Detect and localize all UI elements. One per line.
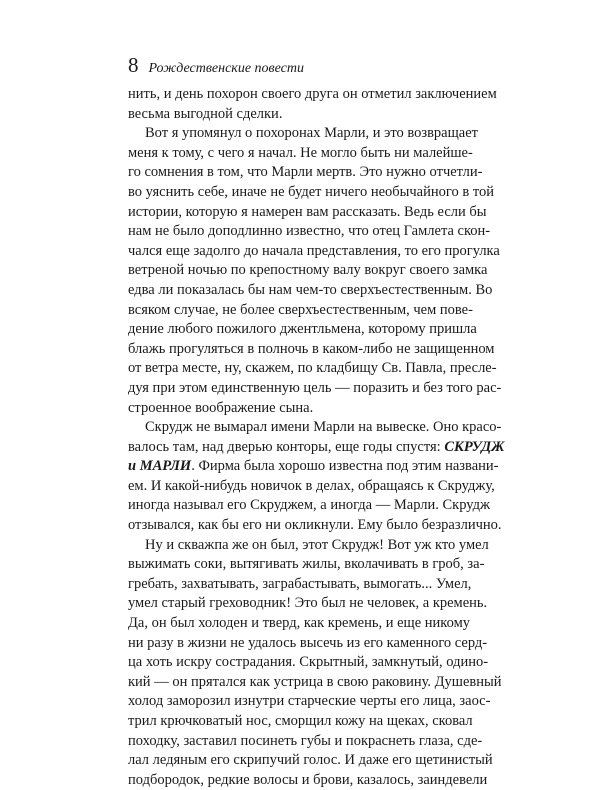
text-line: холод заморозил изнутри старческие черты его лица, заос- bbox=[128, 693, 491, 710]
text-line: едва ли показалась бы нам чем-то сверхъестественным. Во bbox=[128, 281, 493, 298]
paragraph-continuation bbox=[128, 85, 497, 124]
page-body bbox=[128, 85, 505, 790]
text-line: трил крючковатый нос, сморщил кожу на щеках, сковал bbox=[128, 713, 473, 729]
text-line: ни разу в жизни не удалось высечь из его каменного серд- bbox=[128, 634, 488, 651]
text-line: выжимать соки, вытягивать жилы, вколачивать в гроб, за- bbox=[128, 556, 485, 573]
paragraph-signboard bbox=[128, 418, 505, 536]
running-title: Рождественские повести bbox=[148, 61, 304, 76]
page-number: 8 bbox=[128, 53, 139, 77]
text-line: во уяснить себе, иначе не будет ничего необычайного в той bbox=[128, 183, 494, 200]
text-line: подбородок, редкие волосы и брови, казалось, заиндевели bbox=[128, 771, 488, 788]
text-line: ветреной ночью по крепостному валу вокруг своего замка bbox=[128, 262, 488, 279]
text-line: походку, заставил посинеть губы и покраснеть глаза, сде- bbox=[128, 732, 483, 749]
text-line: всяком случае, не более сверхъестественным, чем пове- bbox=[128, 301, 473, 318]
text-line: истории, которую я намерен вам рассказать. Ведь если бы bbox=[128, 203, 487, 220]
text-line: чался еще задолго до начала представления, то его прогулка bbox=[128, 242, 500, 259]
page-header bbox=[128, 55, 304, 76]
text-line: кий — он прятался как устрица в свою раковину. Душевный bbox=[128, 673, 502, 690]
text-line: го сомнения в том, что Марли мертв. Это нужно отчетли- bbox=[128, 164, 483, 181]
firm-name-emphasis: СКРУДЖ bbox=[444, 438, 505, 455]
paragraph-marley-funeral bbox=[128, 124, 502, 418]
text-line: дуя при этом единственную цель — поразить и без того рас- bbox=[128, 379, 502, 396]
text-line: блажь прогуляться в полночь в каком-либо не защищенном bbox=[128, 340, 495, 357]
firm-name-emphasis: и МАРЛИ bbox=[128, 458, 192, 475]
text-line: Вот я упомянул о похоронах Марли, и это возвращает bbox=[145, 125, 478, 142]
text-line: нить, и день похорон своего друга он отметил заключением bbox=[128, 86, 497, 102]
text-line: гребать, захватывать, заграбастывать, вымогать... Умел, bbox=[128, 575, 472, 592]
text-line: иногда называл его Скруджем, а иногда — Марли. Скрудж bbox=[128, 497, 491, 514]
text-line: ца хоть искру сострадания. Скрытный, замкнутый, одино- bbox=[128, 654, 489, 671]
text-line bbox=[128, 438, 505, 458]
text-segment: . Фирма была хорошо известна под этим названи- bbox=[191, 458, 499, 475]
text-line: лал ледяным его скрипучий голос. И даже его щетинистый bbox=[128, 752, 493, 769]
text-line: нам не было доподлинно известно, что отец Гамлета скон- bbox=[128, 223, 491, 240]
text-line: Ну и скважпа же он был, этот Скрудж! Вот уж кто умел bbox=[145, 536, 489, 553]
text-line: ем. И какой-нибудь новичок в делах, обращаясь к Скруджу, bbox=[128, 477, 495, 494]
text-line: весьма выгодной сделки. bbox=[128, 105, 283, 122]
text-line: отзывался, как бы его ни окликнули. Ему было безразлично. bbox=[128, 517, 502, 534]
text-line: от ветра месте, ну, скажем, по кладбищу Св. Павла, пресле- bbox=[128, 360, 497, 377]
text-line: умел старый греховодник! Это был не человек, а кремень. bbox=[128, 595, 488, 612]
text-segment: валось там, над дверью конторы, еще годы спустя: bbox=[128, 438, 445, 455]
text-line bbox=[128, 457, 499, 477]
text-line: меня к тому, с чего я начал. Не могло быть ни малейше- bbox=[128, 144, 473, 161]
text-line: Да, он был холоден и тверд, как кремень, и еще никому bbox=[128, 615, 470, 632]
text-line: дение любого пожилого джентльмена, которому пришла bbox=[128, 321, 477, 338]
text-line: Скрудж не вымарал имени Марли на вывеске. Оно красо- bbox=[145, 419, 502, 436]
paragraph-scrooge-description bbox=[128, 536, 502, 790]
text-line: строенное воображение сына. bbox=[128, 399, 314, 416]
